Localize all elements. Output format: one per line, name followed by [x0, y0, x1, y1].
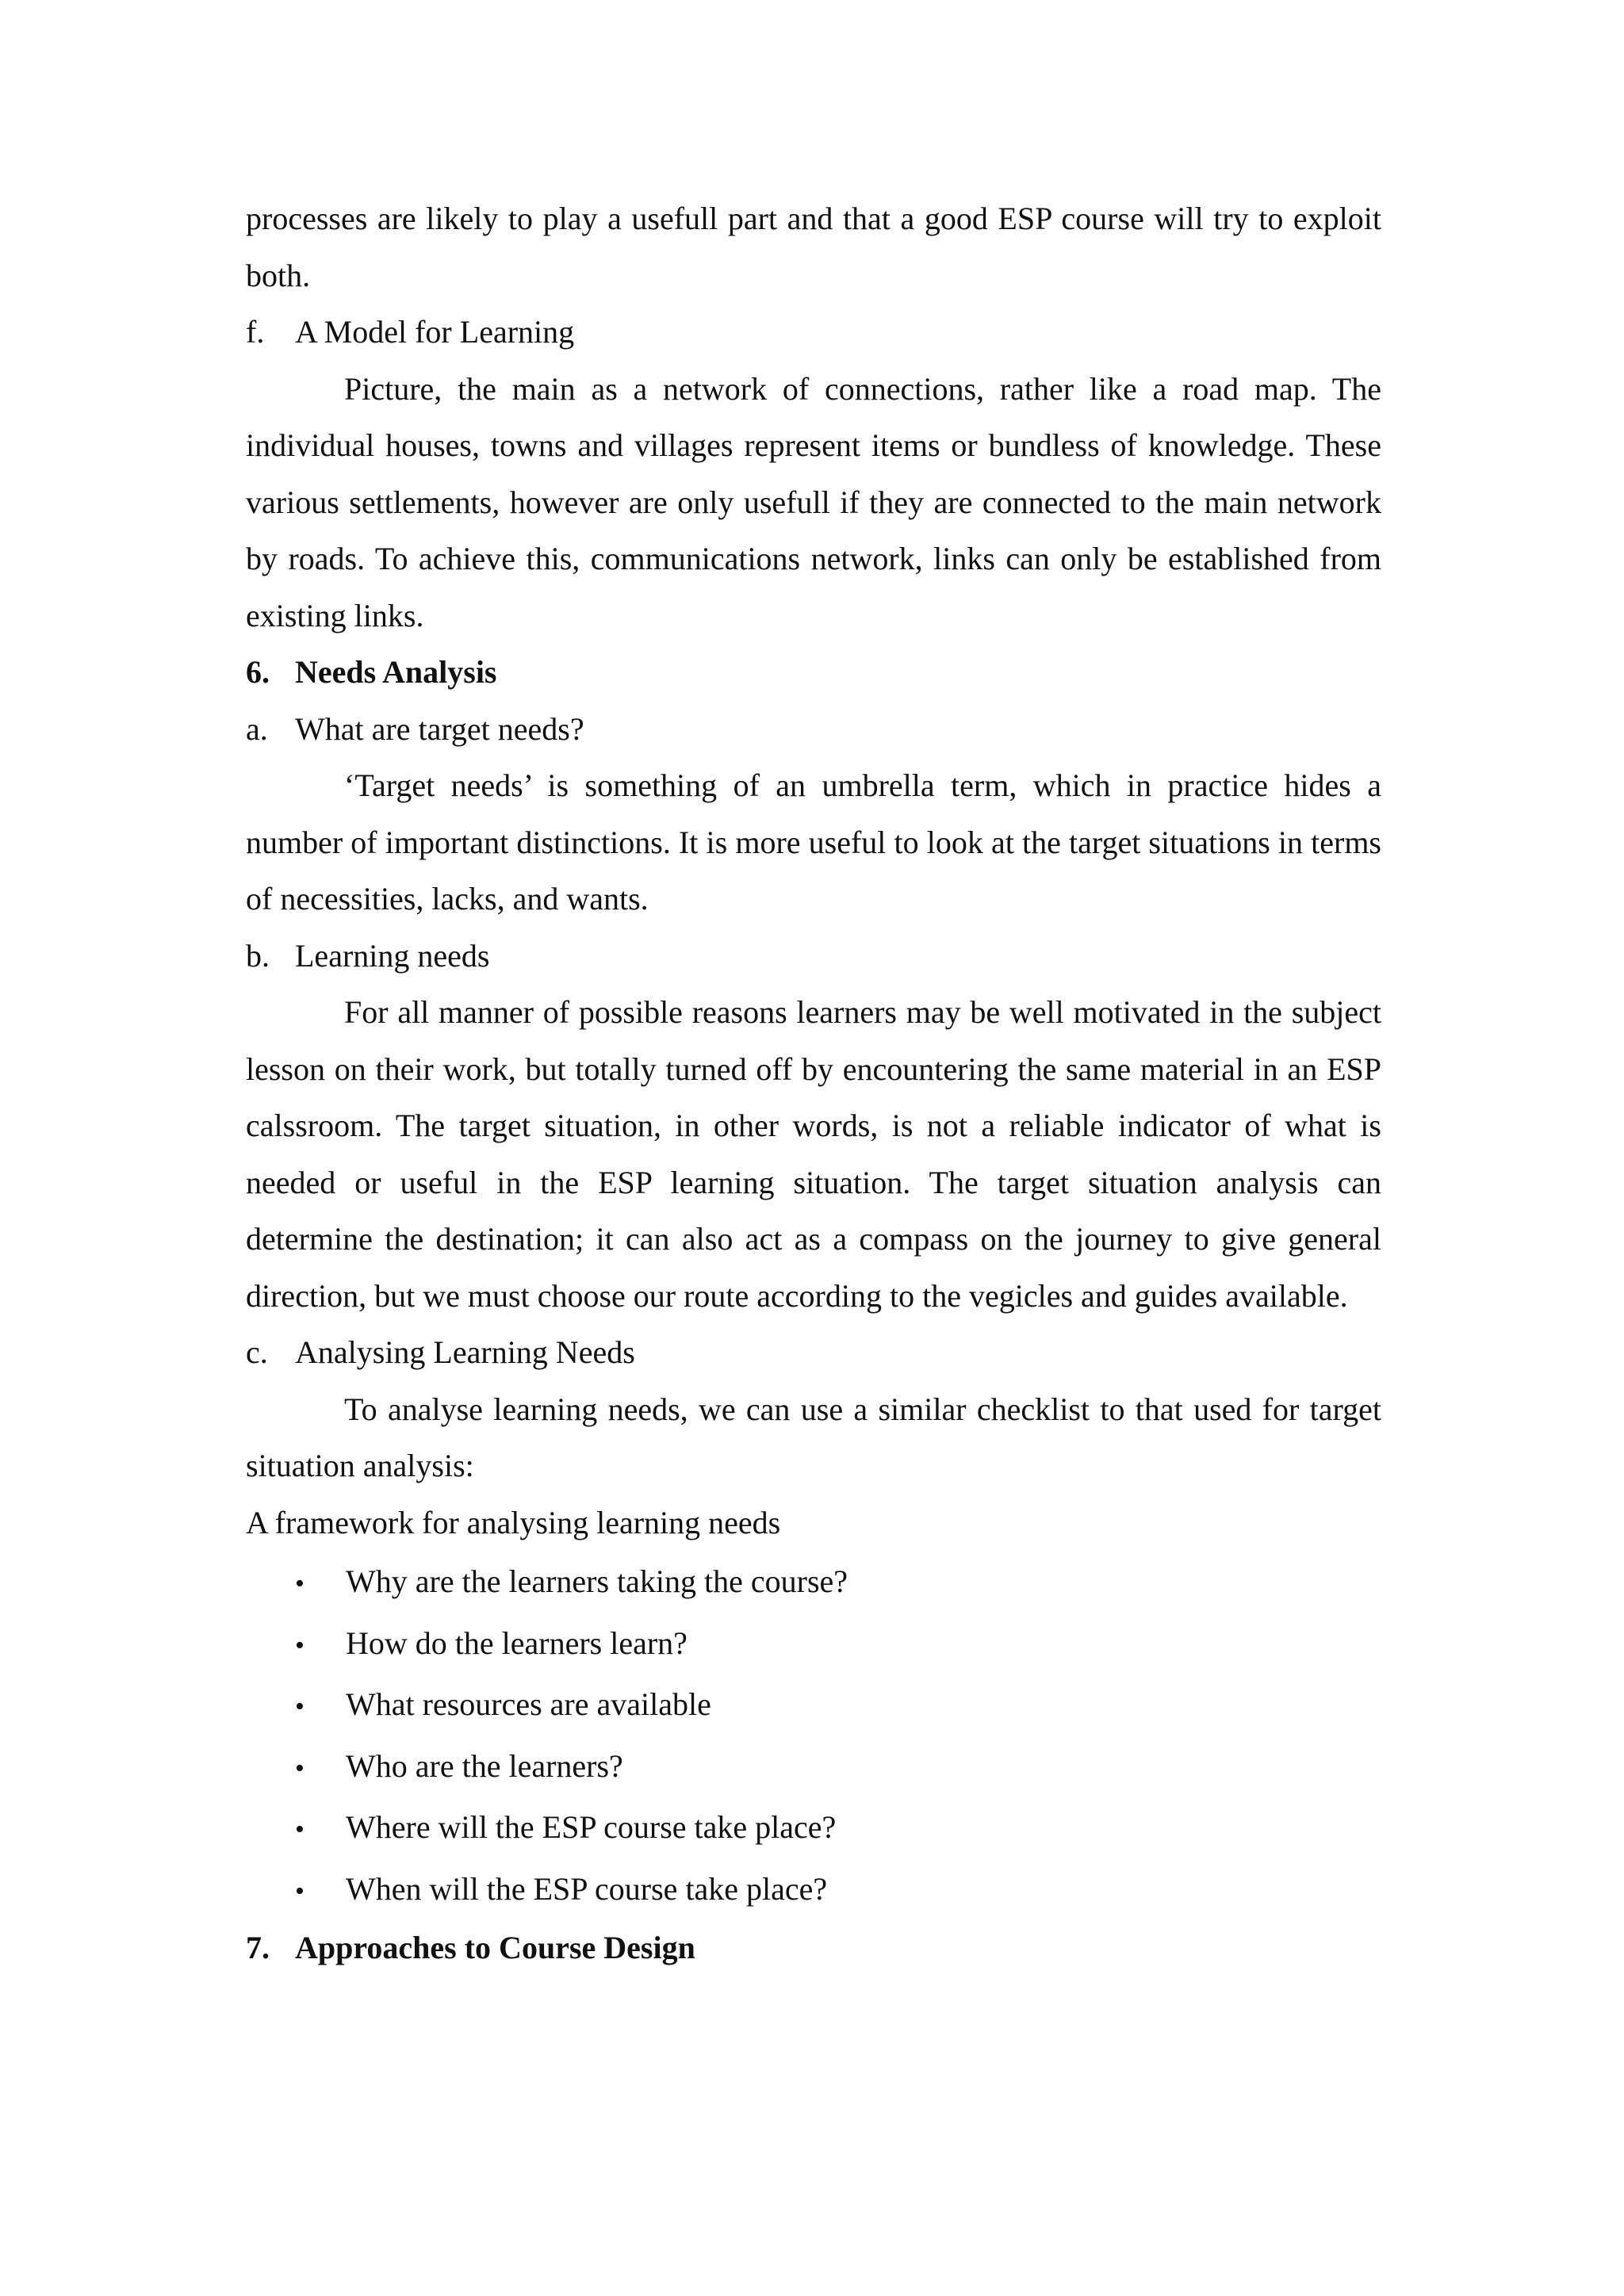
- subsection-b-title: Learning needs: [295, 937, 490, 974]
- section-6-heading: [246, 644, 1381, 701]
- bullet-icon: •: [295, 1876, 304, 1906]
- subsection-b-marker: b.: [246, 937, 270, 974]
- list-item-text: How do the learners learn?: [346, 1624, 688, 1661]
- subsection-c-heading: [246, 1324, 1381, 1381]
- subsection-a-heading: [246, 701, 1381, 758]
- subsection-b-paragraph: For all manner of possible reasons learners may be well motivated in the subject lesson on their work, but totally turned off by encountering the same material in an ESP calssroom. The target situation, in other words, is not a reliable indicator of what is needed or useful in the ESP learning situation. The target situation analysis can determine the destination; it can also act as a compass on the journey to give general direction, but we must choose our route according to the vegicles and guides available.: [246, 994, 1381, 1314]
- section-6-title: Needs Analysis: [295, 654, 497, 690]
- list-item-text: Who are the learners?: [346, 1747, 623, 1784]
- subsection-c-marker: c.: [246, 1334, 268, 1370]
- section-f-heading: [246, 304, 1381, 361]
- subsection-b-heading: [246, 928, 1381, 985]
- list-item: [246, 1551, 1381, 1613]
- bullet-icon: •: [295, 1569, 304, 1598]
- section-6-marker: 6.: [246, 654, 270, 690]
- section-7-heading: [246, 1919, 1381, 1976]
- list-item-text: Why are the learners taking the course?: [346, 1563, 848, 1599]
- list-item-text: What resources are available: [346, 1686, 711, 1722]
- bullet-icon: •: [295, 1815, 304, 1844]
- framework-bullet-list: [246, 1551, 1381, 1919]
- subsection-a-marker: a.: [246, 710, 268, 747]
- bullet-icon: •: [295, 1630, 304, 1660]
- subsection-c-paragraph: To analyse learning needs, we can use a similar checklist to that used for target situation analysis:: [246, 1391, 1381, 1483]
- page-content: [246, 190, 1381, 1976]
- intro-paragraph: processes are likely to play a usefull part and that a good ESP course will try to exploit both.: [246, 201, 1381, 293]
- list-item: [246, 1735, 1381, 1797]
- list-item: [246, 1674, 1381, 1735]
- bullet-icon: •: [295, 1753, 304, 1783]
- section-f-title: A Model for Learning: [295, 314, 575, 350]
- list-item-text: When will the ESP course take place?: [346, 1870, 828, 1907]
- section-7-marker: 7.: [246, 1930, 270, 1965]
- framework-title: A framework for analysing learning needs: [246, 1504, 781, 1540]
- bullet-icon: •: [295, 1692, 304, 1721]
- section-f-marker: f.: [246, 314, 265, 350]
- list-item: [246, 1797, 1381, 1858]
- list-item-text: Where will the ESP course take place?: [346, 1809, 837, 1845]
- section-7-title: Approaches to Course Design: [295, 1930, 695, 1965]
- section-f-paragraph: Picture, the main as a network of connections, rather like a road map. The individual houses, towns and villages represent items or bundless of knowledge. These various settlements, however are only usefull if they are connected to the main network by roads. To achieve this, communications network, links can only be established from existing links.: [246, 370, 1381, 633]
- list-item: [246, 1858, 1381, 1920]
- subsection-a-title: What are target needs?: [295, 710, 584, 747]
- subsection-a-paragraph: ‘Target needs’ is something of an umbrella term, which in practice hides a number of important distinctions. It is more useful to look at the target situations in terms of necessities, lacks, and wants.: [246, 767, 1381, 916]
- list-item: [246, 1613, 1381, 1674]
- subsection-c-title: Analysing Learning Needs: [295, 1334, 635, 1370]
